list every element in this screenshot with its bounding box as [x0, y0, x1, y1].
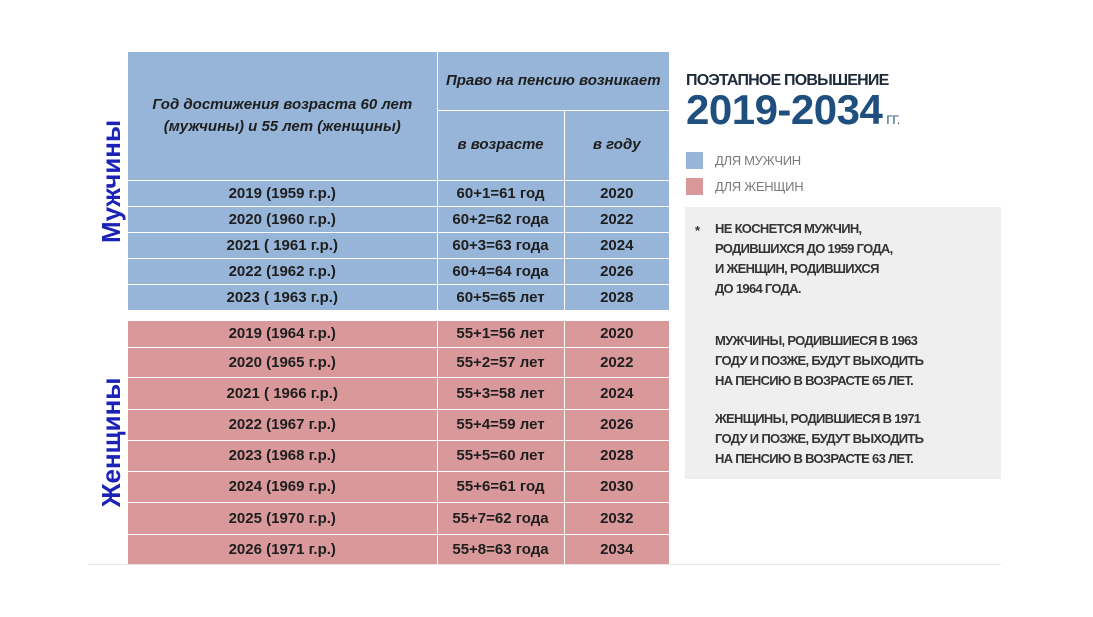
- cell-pension-age: 60+3=63 года: [437, 232, 564, 258]
- cell-pension-year: 2022: [564, 347, 669, 377]
- table-row: [128, 377, 669, 409]
- table-row: [128, 284, 669, 310]
- cell-pension-age: 60+2=62 года: [437, 206, 564, 232]
- cell-reach-year: 2019 (1959 г.р.): [128, 180, 437, 206]
- note-women-63: ЖЕНЩИНЫ, РОДИВШИЕСЯ В 1971 ГОДУ И ПОЗЖЕ, БУДУТ ВЫХОДИТЬ НА ПЕНСИЮ В ВОЗРАСТЕ 63 ЛЕТ.: [715, 411, 924, 466]
- cell-pension-year: 2024: [564, 377, 669, 409]
- table-row: [128, 534, 669, 565]
- legend-women-swatch: [686, 178, 703, 195]
- legend-men-swatch: [686, 152, 703, 169]
- cell-reach-year: 2021 ( 1966 г.р.): [128, 377, 437, 409]
- cell-pension-age: 60+5=65 лет: [437, 284, 564, 310]
- cell-pension-year: 2028: [564, 284, 669, 310]
- cell-reach-year: 2022 (1967 г.р.): [128, 409, 437, 440]
- header-pension-right: Право на пенсию возникает: [437, 52, 669, 110]
- table-row: [128, 206, 669, 232]
- header-age: в возрасте: [437, 110, 564, 180]
- cell-reach-year: 2023 (1968 г.р.): [128, 440, 437, 471]
- table-row: [128, 180, 669, 206]
- note-men-65: МУЖЧИНЫ, РОДИВШИЕСЯ В 1963 ГОДУ И ПОЗЖЕ, БУДУТ ВЫХОДИТЬ НА ПЕНСИЮ В ВОЗРАСТЕ 65 ЛЕТ.: [715, 333, 924, 388]
- women-side-label: Женщины: [96, 377, 126, 507]
- cell-pension-age: 60+1=61 год: [437, 180, 564, 206]
- table-row: [128, 232, 669, 258]
- title-years: [686, 86, 900, 134]
- cell-pension-year: 2028: [564, 440, 669, 471]
- table-row: [128, 258, 669, 284]
- header-year: в году: [564, 110, 669, 180]
- cell-pension-year: 2030: [564, 471, 669, 502]
- cell-pension-age: 55+4=59 лет: [437, 409, 564, 440]
- cell-pension-year: 2022: [564, 206, 669, 232]
- cell-pension-age: 55+2=57 лет: [437, 347, 564, 377]
- men-rows: [128, 180, 669, 310]
- header-reach-year: Год достижения возраста 60 лет (мужчины) и 55 лет (женщины): [128, 52, 437, 180]
- table-row: [128, 347, 669, 377]
- men-side-label: Мужчины: [96, 119, 126, 243]
- cell-reach-year: 2025 (1970 г.р.): [128, 502, 437, 534]
- table-row: [128, 321, 669, 347]
- title-line1: ПОЭТАПНОЕ ПОВЫШЕНИЕ: [686, 72, 889, 89]
- cell-pension-year: 2026: [564, 258, 669, 284]
- cell-reach-year: 2021 ( 1961 г.р.): [128, 232, 437, 258]
- cell-reach-year: 2020 (1965 г.р.): [128, 347, 437, 377]
- cell-pension-year: 2020: [564, 180, 669, 206]
- table-row: [128, 409, 669, 440]
- note-asterisk: *: [695, 223, 701, 238]
- men-table: [128, 52, 669, 311]
- legend-women-label: ДЛЯ ЖЕНЩИН: [715, 178, 804, 194]
- cell-pension-age: 55+6=61 год: [437, 471, 564, 502]
- cell-pension-age: 55+8=63 года: [437, 534, 564, 565]
- cell-pension-year: 2020: [564, 321, 669, 347]
- women-table: [128, 321, 669, 566]
- legend-men-label: ДЛЯ МУЖЧИН: [715, 152, 801, 168]
- table-row: [128, 440, 669, 471]
- cell-pension-year: 2032: [564, 502, 669, 534]
- legend-men: [686, 152, 801, 168]
- cell-pension-year: 2034: [564, 534, 669, 565]
- cell-reach-year: 2024 (1969 г.р.): [128, 471, 437, 502]
- cell-reach-year: 2020 (1960 г.р.): [128, 206, 437, 232]
- legend-women: [686, 178, 803, 194]
- cell-reach-year: 2026 (1971 г.р.): [128, 534, 437, 565]
- cell-pension-year: 2024: [564, 232, 669, 258]
- cell-pension-year: 2026: [564, 409, 669, 440]
- cell-reach-year: 2022 (1962 г.р.): [128, 258, 437, 284]
- cell-pension-age: 55+3=58 лет: [437, 377, 564, 409]
- title-unit: ГГ.: [886, 113, 900, 127]
- women-rows: [128, 321, 669, 565]
- cell-pension-age: 55+1=56 лет: [437, 321, 564, 347]
- cell-pension-age: 60+4=64 года: [437, 258, 564, 284]
- table-row: [128, 471, 669, 502]
- divider-line: [88, 564, 1001, 565]
- cell-pension-age: 55+7=62 года: [437, 502, 564, 534]
- cell-pension-age: 55+5=60 лет: [437, 440, 564, 471]
- table-row: [128, 502, 669, 534]
- note-exemption: НЕ КОСНЕТСЯ МУЖЧИН, РОДИВШИХСЯ ДО 1959 ГОДА, И ЖЕНЩИН, РОДИВШИХСЯ ДО 1964 ГОДА.: [715, 221, 893, 296]
- notes-panel: [685, 207, 1001, 479]
- title-years-text: 2019-2034: [686, 86, 883, 133]
- cell-reach-year: 2023 ( 1963 г.р.): [128, 284, 437, 310]
- cell-reach-year: 2019 (1964 г.р.): [128, 321, 437, 347]
